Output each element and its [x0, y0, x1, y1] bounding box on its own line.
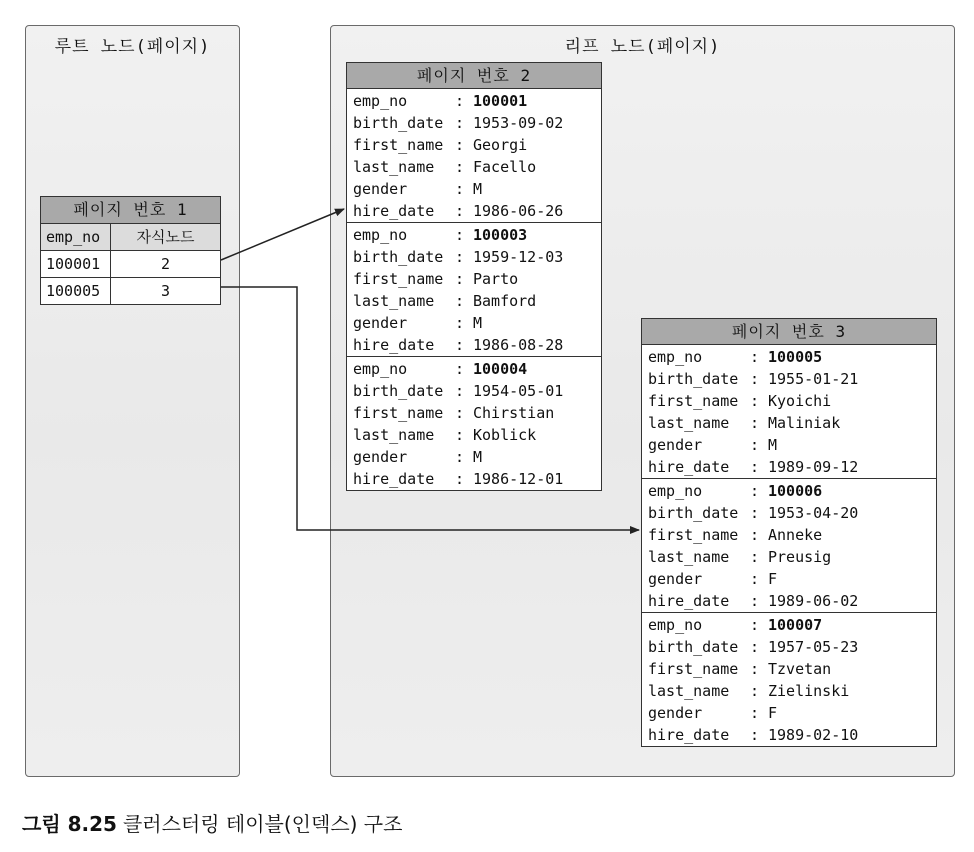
field-value: 100005	[768, 348, 823, 366]
field-separator: :	[455, 314, 465, 332]
field-value: 1953-04-20	[768, 504, 859, 522]
field-value: 100004	[473, 360, 528, 378]
field-label: hire_date	[648, 458, 730, 476]
field-separator: :	[455, 270, 465, 288]
field-value: M	[473, 314, 483, 332]
leaf-page-2-title: 페이지 번호 2	[347, 63, 601, 89]
root-row-emp-no: 100001	[41, 251, 111, 277]
field-label: hire_date	[648, 592, 730, 610]
field-label: birth_date	[648, 638, 739, 656]
field-value: 1986-06-26	[473, 202, 564, 220]
field-value: Tzvetan	[768, 660, 832, 678]
root-node-title: 루트 노드(페이지)	[54, 37, 211, 57]
field-separator: :	[455, 336, 465, 354]
field-label: hire_date	[648, 726, 730, 744]
root-row-child: 3	[160, 282, 171, 300]
figure-caption-text: 클러스터링 테이블(인덱스) 구조	[122, 812, 403, 836]
field-label: first_name	[353, 404, 444, 422]
field-value: 1954-05-01	[473, 382, 564, 400]
field-value: 100003	[473, 226, 528, 244]
field-separator: :	[455, 92, 465, 110]
field-label: first_name	[648, 660, 739, 678]
field-label: birth_date	[648, 370, 739, 388]
field-separator: :	[750, 638, 760, 656]
field-value: M	[473, 448, 483, 466]
field-label: emp_no	[353, 92, 408, 110]
field-label: emp_no	[648, 616, 703, 634]
field-value: 1959-12-03	[473, 248, 564, 266]
field-label: emp_no	[353, 226, 408, 244]
field-value: Anneke	[768, 526, 823, 544]
field-value: Parto	[473, 270, 519, 288]
field-label: first_name	[353, 136, 444, 154]
field-value: 1953-09-02	[473, 114, 564, 132]
field-value: 1989-06-02	[768, 592, 859, 610]
field-separator: :	[750, 570, 760, 588]
field-separator: :	[750, 616, 760, 634]
field-value: Kyoichi	[768, 392, 832, 410]
root-page-header-child: 자식노드	[136, 228, 195, 246]
field-label: birth_date	[353, 382, 444, 400]
field-separator: :	[455, 448, 465, 466]
field-separator: :	[750, 726, 760, 744]
field-value: Zielinski	[768, 682, 850, 700]
field-separator: :	[750, 348, 760, 366]
field-separator: :	[750, 548, 760, 566]
field-separator: :	[750, 414, 760, 432]
field-separator: :	[455, 360, 465, 378]
figure-caption-label: 그림 8.25	[22, 812, 117, 836]
field-value: Koblick	[473, 426, 537, 444]
field-label: birth_date	[648, 504, 739, 522]
field-separator: :	[455, 202, 465, 220]
field-label: first_name	[648, 526, 739, 544]
field-separator: :	[750, 704, 760, 722]
field-separator: :	[750, 682, 760, 700]
field-value: 100006	[768, 482, 823, 500]
field-separator: :	[455, 136, 465, 154]
field-label: last_name	[648, 682, 730, 700]
field-separator: :	[455, 114, 465, 132]
field-label: gender	[353, 180, 408, 198]
field-separator: :	[455, 382, 465, 400]
field-value: 100001	[473, 92, 528, 110]
field-value: F	[768, 704, 778, 722]
field-separator: :	[750, 504, 760, 522]
field-value: M	[473, 180, 483, 198]
field-separator: :	[455, 404, 465, 422]
field-separator: :	[750, 392, 760, 410]
figure-caption	[22, 808, 402, 837]
field-label: hire_date	[353, 202, 435, 220]
field-value: 100007	[768, 616, 823, 634]
field-value: Georgi	[473, 136, 528, 154]
field-label: first_name	[648, 392, 739, 410]
root-row-emp-no: 100005	[41, 278, 111, 304]
field-label: last_name	[648, 548, 730, 566]
arrow-to-page-2	[221, 209, 344, 260]
field-separator: :	[750, 592, 760, 610]
field-value: 1955-01-21	[768, 370, 859, 388]
field-value: 1989-09-12	[768, 458, 859, 476]
field-value: 1986-12-01	[473, 470, 564, 488]
root-row-child: 2	[160, 255, 171, 273]
field-label: hire_date	[353, 336, 435, 354]
field-separator: :	[455, 426, 465, 444]
field-separator: :	[455, 248, 465, 266]
field-value: Bamford	[473, 292, 537, 310]
field-value: 1986-08-28	[473, 336, 564, 354]
field-separator: :	[455, 158, 465, 176]
field-separator: :	[455, 470, 465, 488]
field-separator: :	[455, 226, 465, 244]
field-label: gender	[648, 704, 703, 722]
field-separator: :	[750, 482, 760, 500]
field-value: Maliniak	[768, 414, 841, 432]
field-separator: :	[750, 526, 760, 544]
leaf-page-3-title: 페이지 번호 3	[642, 319, 936, 345]
field-label: birth_date	[353, 248, 444, 266]
root-page-title: 페이지 번호 1	[41, 197, 220, 224]
field-value: 1957-05-23	[768, 638, 859, 656]
field-label: first_name	[353, 270, 444, 288]
root-page-header-emp-no: emp_no	[41, 224, 111, 250]
field-label: emp_no	[648, 482, 703, 500]
field-value: Facello	[473, 158, 537, 176]
field-label: last_name	[648, 414, 730, 432]
field-label: gender	[648, 436, 703, 454]
field-label: last_name	[353, 158, 435, 176]
field-value: M	[768, 436, 778, 454]
field-separator: :	[750, 370, 760, 388]
field-separator: :	[455, 180, 465, 198]
field-separator: :	[455, 292, 465, 310]
arrow-to-page-3	[221, 287, 639, 530]
field-separator: :	[750, 660, 760, 678]
field-label: gender	[648, 570, 703, 588]
field-label: gender	[353, 448, 408, 466]
field-label: hire_date	[353, 470, 435, 488]
field-label: emp_no	[353, 360, 408, 378]
leaf-node-title: 리프 노드(페이지)	[564, 37, 721, 57]
field-label: gender	[353, 314, 408, 332]
field-label: last_name	[353, 426, 435, 444]
field-separator: :	[750, 436, 760, 454]
field-separator: :	[750, 458, 760, 476]
field-value: F	[768, 570, 778, 588]
field-label: last_name	[353, 292, 435, 310]
field-label: birth_date	[353, 114, 444, 132]
field-label: emp_no	[648, 348, 703, 366]
field-value: Preusig	[768, 548, 832, 566]
field-value: Chirstian	[473, 404, 555, 422]
field-value: 1989-02-10	[768, 726, 859, 744]
